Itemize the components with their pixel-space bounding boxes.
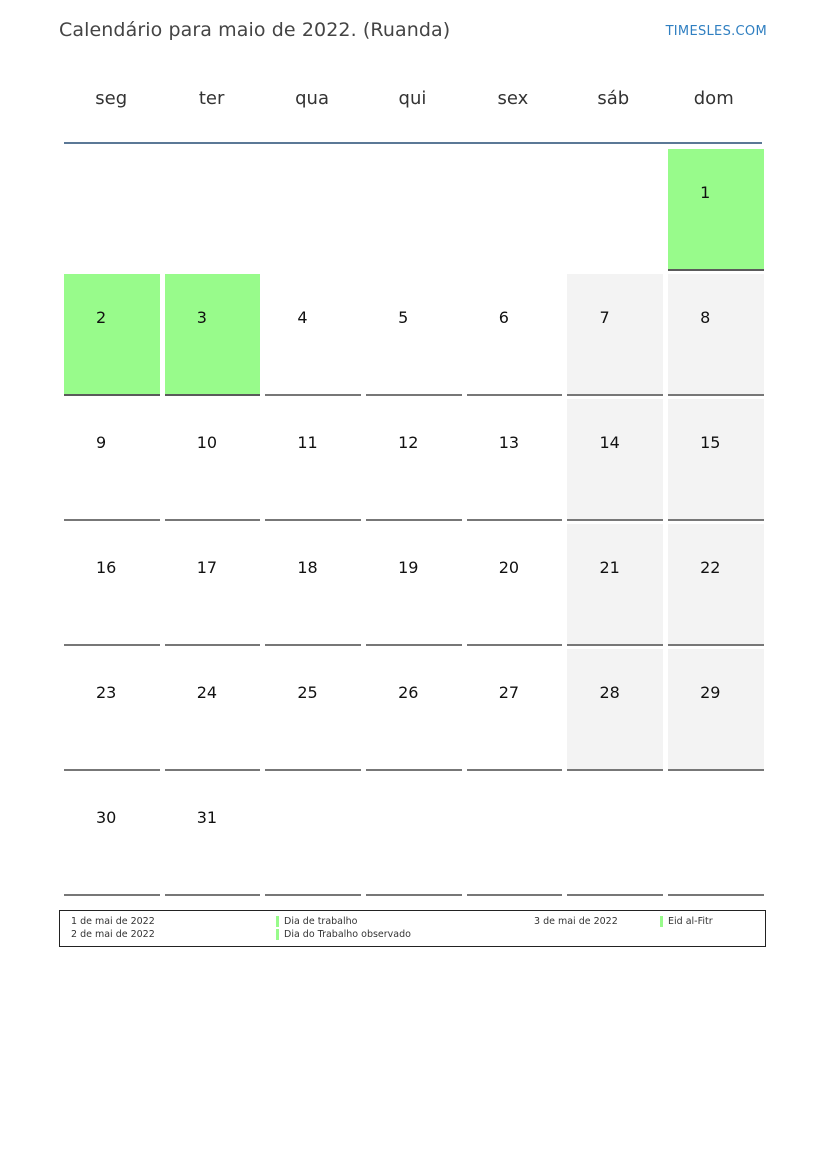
day-cell-background <box>668 149 764 270</box>
day-number: 3 <box>196 308 207 327</box>
day-cell <box>61 521 162 646</box>
day-cell-background <box>567 274 663 395</box>
empty-day-cell <box>665 771 766 896</box>
weekday-label: seg <box>95 88 128 109</box>
day-cell-background <box>165 399 261 520</box>
day-cell <box>564 396 665 521</box>
day-number: 21 <box>599 558 620 577</box>
day-cell-background <box>567 149 663 270</box>
empty-day-cell <box>262 771 363 896</box>
day-cell-background <box>567 774 663 895</box>
day-cell-background <box>366 149 462 270</box>
day-cell <box>363 646 464 771</box>
day-cell-background <box>265 274 361 395</box>
empty-day-cell <box>464 146 565 271</box>
day-underline <box>467 894 563 896</box>
day-cell-background <box>165 149 261 270</box>
day-underline <box>366 894 462 896</box>
weekday-label: sex <box>497 88 529 109</box>
day-number: 26 <box>398 683 419 702</box>
day-number: 8 <box>700 308 711 327</box>
day-number: 4 <box>297 308 308 327</box>
day-underline <box>265 894 361 896</box>
day-number: 10 <box>196 433 218 452</box>
empty-day-cell <box>564 146 665 271</box>
day-cell-background <box>265 524 361 645</box>
day-cell-background <box>265 649 361 770</box>
day-cell <box>262 646 363 771</box>
header-divider <box>64 142 762 144</box>
day-number: 20 <box>498 558 520 577</box>
day-cell-background <box>165 274 261 395</box>
day-cell <box>464 396 565 521</box>
empty-day-cell <box>61 146 162 271</box>
empty-day-cell <box>363 146 464 271</box>
day-cell-background <box>567 524 663 645</box>
day-cell <box>61 271 162 396</box>
weekday-label: qui <box>398 88 427 109</box>
day-number: 18 <box>297 558 318 577</box>
day-number: 9 <box>96 433 107 452</box>
day-cell <box>363 521 464 646</box>
holiday-legend <box>59 910 766 947</box>
day-cell-background <box>265 399 361 520</box>
day-number: 7 <box>599 308 610 327</box>
day-cell <box>464 271 565 396</box>
empty-day-cell <box>363 771 464 896</box>
day-cell <box>162 396 263 521</box>
calendar-week <box>61 146 766 271</box>
day-cell-background <box>467 649 563 770</box>
day-cell-background <box>668 524 764 645</box>
day-cell <box>665 396 766 521</box>
day-cell-background <box>467 149 563 270</box>
day-cell-background <box>265 774 361 895</box>
day-cell <box>262 521 363 646</box>
day-cell-background <box>366 774 462 895</box>
day-cell-background <box>64 524 160 645</box>
empty-day-cell <box>162 146 263 271</box>
day-cell <box>162 771 263 896</box>
calendar-week <box>61 646 766 771</box>
day-cell <box>162 646 263 771</box>
day-cell <box>363 396 464 521</box>
day-number: 28 <box>599 683 620 702</box>
day-number: 13 <box>498 433 520 452</box>
day-number: 11 <box>297 433 318 452</box>
day-underline <box>64 894 160 896</box>
day-cell <box>363 271 464 396</box>
day-cell-background <box>64 149 160 270</box>
legend-date: 3 de mai de 2022 <box>534 916 618 927</box>
day-cell <box>262 396 363 521</box>
day-number: 30 <box>96 808 117 827</box>
day-cell <box>665 646 766 771</box>
day-cell-background <box>64 774 160 895</box>
day-cell-background <box>467 774 563 895</box>
day-cell <box>564 646 665 771</box>
day-underline <box>165 894 261 896</box>
day-cell-background <box>467 524 563 645</box>
day-cell <box>262 271 363 396</box>
calendar-grid <box>61 146 766 896</box>
calendar-week <box>61 771 766 896</box>
day-number: 31 <box>196 808 218 827</box>
day-number: 25 <box>297 683 318 702</box>
weekday-label: dom <box>693 88 734 109</box>
day-number: 16 <box>96 558 117 577</box>
weekday-header <box>61 88 764 120</box>
day-number: 24 <box>196 683 218 702</box>
day-cell-background <box>668 274 764 395</box>
day-cell-background <box>366 649 462 770</box>
day-cell-background <box>366 274 462 395</box>
day-cell <box>665 521 766 646</box>
empty-day-cell <box>262 146 363 271</box>
day-cell <box>61 771 162 896</box>
legend-holiday-name: Dia de trabalho <box>284 916 358 927</box>
day-number: 5 <box>398 308 409 327</box>
calendar-week <box>61 271 766 396</box>
day-cell <box>564 271 665 396</box>
day-cell <box>61 646 162 771</box>
day-cell-background <box>64 649 160 770</box>
day-number: 6 <box>498 308 509 327</box>
day-cell <box>564 521 665 646</box>
day-cell <box>665 146 766 271</box>
day-number: 27 <box>498 683 520 702</box>
day-cell-background <box>567 399 663 520</box>
weekday-label: ter <box>198 88 225 109</box>
day-cell <box>464 521 565 646</box>
day-number: 19 <box>398 558 419 577</box>
day-cell-background <box>366 524 462 645</box>
day-number: 23 <box>96 683 117 702</box>
day-cell-background <box>668 774 764 895</box>
day-cell-background <box>668 399 764 520</box>
legend-holiday-name: Dia do Trabalho observado <box>284 929 411 940</box>
day-cell-background <box>668 649 764 770</box>
day-underline <box>567 894 663 896</box>
day-cell-background <box>467 399 563 520</box>
day-number: 29 <box>700 683 721 702</box>
legend-color-swatch <box>276 929 279 940</box>
calendar-week <box>61 396 766 521</box>
legend-holiday-name: Eid al-Fitr <box>668 916 713 927</box>
day-cell-background <box>366 399 462 520</box>
legend-date: 2 de mai de 2022 <box>71 929 155 940</box>
day-cell-background <box>567 649 663 770</box>
day-cell-background <box>64 274 160 395</box>
day-cell <box>665 271 766 396</box>
page-title: Calendário para maio de 2022. (Ruanda) <box>59 19 451 41</box>
day-cell <box>162 271 263 396</box>
legend-color-swatch <box>660 916 663 927</box>
day-number: 14 <box>599 433 620 452</box>
day-number: 1 <box>700 183 711 202</box>
day-cell <box>464 646 565 771</box>
day-number: 2 <box>96 308 107 327</box>
day-cell-background <box>265 149 361 270</box>
day-cell-background <box>165 524 261 645</box>
empty-day-cell <box>464 771 565 896</box>
day-cell-background <box>165 649 261 770</box>
day-cell-background <box>165 774 261 895</box>
empty-day-cell <box>564 771 665 896</box>
day-cell <box>61 396 162 521</box>
day-number: 15 <box>700 433 721 452</box>
legend-color-swatch <box>276 916 279 927</box>
calendar-week <box>61 521 766 646</box>
day-cell-background <box>467 274 563 395</box>
day-underline <box>668 894 764 896</box>
weekday-label: qua <box>295 88 329 109</box>
brand-link[interactable]: TIMESLES.COM <box>665 24 767 39</box>
day-number: 12 <box>398 433 419 452</box>
weekday-label: sáb <box>597 88 630 109</box>
day-number: 22 <box>700 558 721 577</box>
day-cell <box>162 521 263 646</box>
day-number: 17 <box>196 558 218 577</box>
day-cell-background <box>64 399 160 520</box>
legend-date: 1 de mai de 2022 <box>71 916 155 927</box>
